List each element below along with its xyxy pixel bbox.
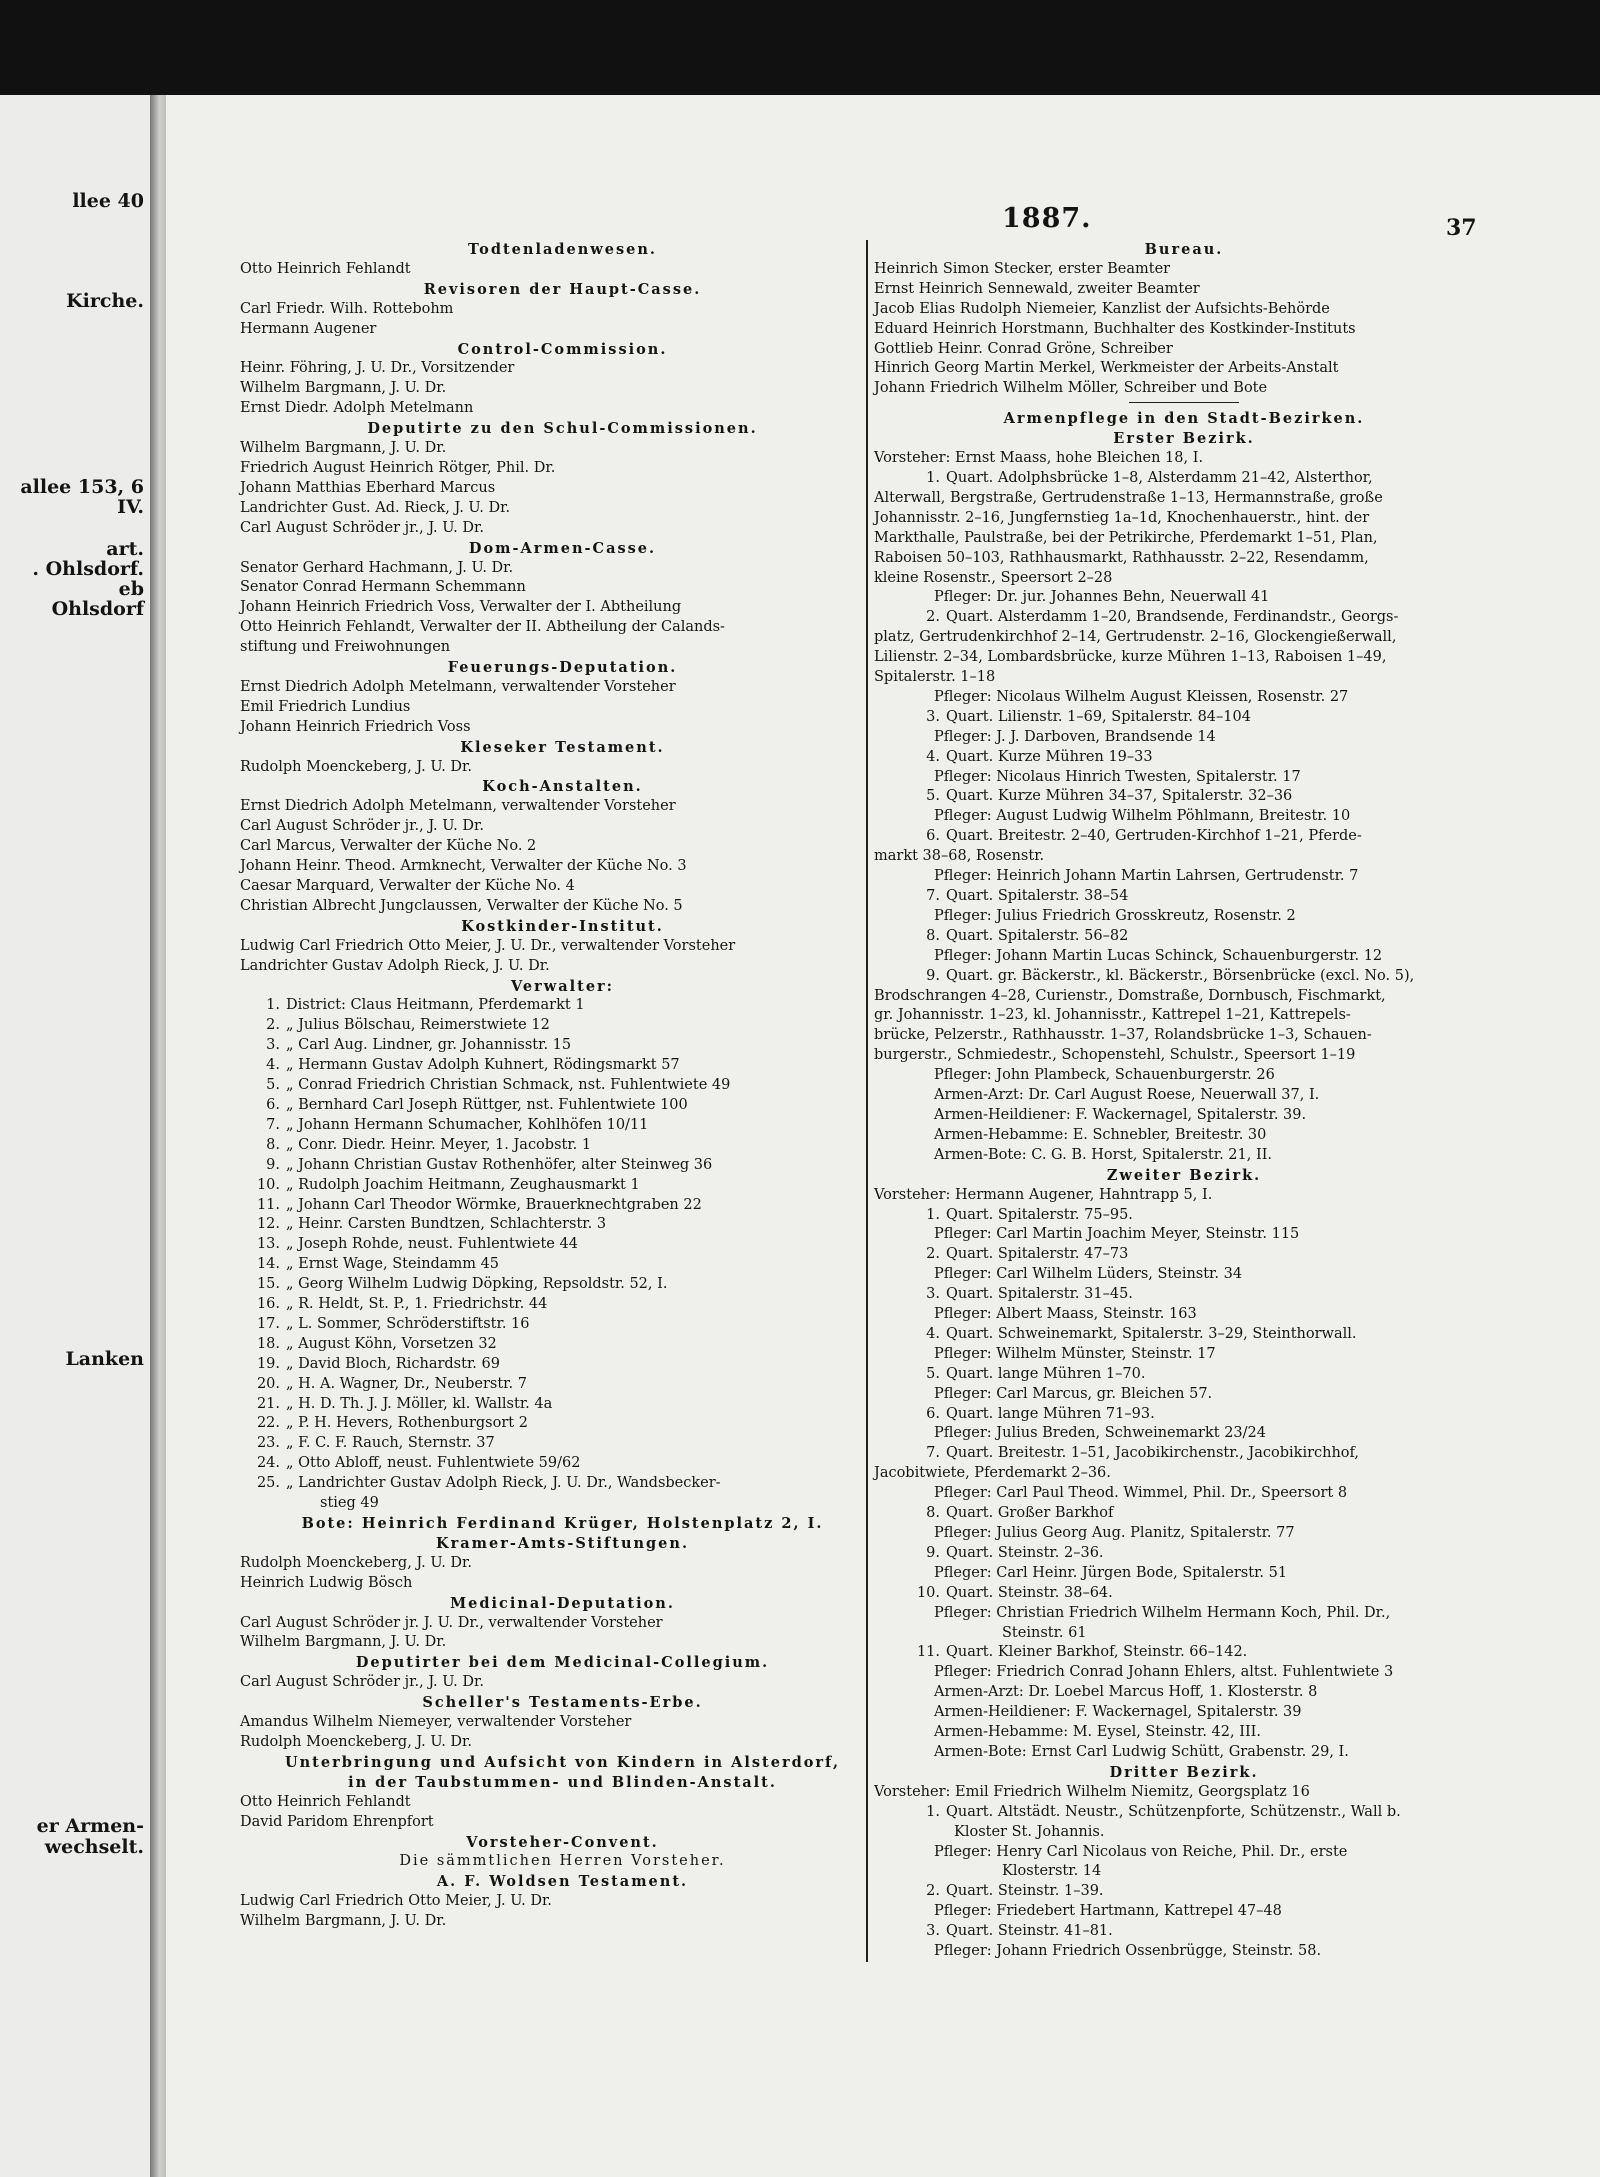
text-line: Gottlieb Heinr. Conrad Gröne, Schreiber	[874, 340, 1173, 357]
list-item-number: 2.	[926, 1246, 940, 1263]
list-item-number: 2.	[926, 609, 940, 626]
list-item-number: 11.	[916, 1644, 940, 1661]
list-item	[240, 1176, 885, 1196]
list-item-number: 1.	[926, 469, 940, 486]
list-item	[874, 708, 1494, 728]
list-item	[874, 1643, 1494, 1663]
list-item-text: „ Joseph Rohde, neust. Fuhlentwiete 44	[286, 1236, 578, 1253]
caretaker-line: Pfleger: Johann Friedrich Ossenbrügge, Steinstr. 58.	[934, 1943, 1322, 1960]
section-heading: Todtenladenwesen.	[468, 241, 657, 258]
text-line: Carl August Schröder jr. J. U. Dr., verwaltender Vorsteher	[240, 1614, 663, 1631]
list-item	[874, 1206, 1494, 1226]
list-item-number: 2.	[266, 1017, 280, 1034]
previous-page-fragment: Lanken	[65, 1348, 144, 1370]
list-item-text: Quart. gr. Bäckerstr., kl. Bäckerstr., Börsenbrücke (excl. No. 5),	[946, 967, 1415, 984]
text-line: Senator Gerhard Hachmann, J. U. Dr.	[240, 559, 514, 576]
list-item-number: 21.	[256, 1395, 280, 1412]
list-item-text: Quart. Steinstr. 1–39.	[946, 1883, 1104, 1900]
previous-page-fragment: Kirche.	[66, 290, 144, 312]
text-line: Friedrich August Heinrich Rötger, Phil. Dr.	[240, 459, 556, 476]
list-item	[874, 787, 1494, 807]
section-note: Die sämmtlichen Herren Vorsteher.	[399, 1853, 726, 1870]
right-column	[866, 240, 1494, 1962]
list-item-number: 19.	[256, 1355, 280, 1372]
text-line: Carl August Schröder jr., J. U. Dr.	[240, 519, 484, 536]
section-rule	[1129, 402, 1239, 403]
caretaker-continuation: Steinstr. 61	[1002, 1624, 1087, 1641]
section-heading: Bureau.	[1144, 241, 1224, 258]
list-item-number: 17.	[256, 1315, 280, 1332]
list-item-number: 5.	[926, 788, 940, 805]
list-item	[874, 1405, 1494, 1425]
list-item-text: „ Conr. Diedr. Heinr. Meyer, 1. Jacobstr. 1	[286, 1136, 592, 1153]
previous-page-fragment: art.	[106, 538, 144, 560]
text-line: Carl Friedr. Wilh. Rottebohm	[240, 300, 454, 317]
text-line: gr. Johannisstr. 1–23, kl. Johannisstr., Kattrepel 1–21, Kattrepels-	[874, 1007, 1351, 1024]
list-item-text: „ Johann Hermann Schumacher, Kohlhöfen 10/11	[286, 1116, 649, 1133]
text-line: brücke, Pelzerstr., Rathhausstr. 1–37, Rolandsbrücke 1–3, Schauen-	[874, 1027, 1372, 1044]
section-heading: Deputirte zu den Schul-Commissionen.	[367, 420, 758, 438]
list-item-number: 7.	[926, 888, 940, 904]
text-line: Rudolph Moenckeberg, J. U. Dr.	[240, 1554, 472, 1571]
list-item-number: 3.	[926, 708, 940, 725]
text-line: Wilhelm Bargmann, J. U. Dr.	[240, 1634, 447, 1651]
list-item	[240, 1096, 885, 1116]
caretaker-line: Armen-Arzt: Dr. Carl August Roese, Neuerwall 37, I.	[934, 1087, 1320, 1104]
list-item	[874, 887, 1494, 907]
list-item-text: Quart. Breitestr. 2–40, Gertruden-Kirchhof 1–21, Pferde-	[946, 828, 1362, 845]
text-line: Ernst Diedrich Adolph Metelmann, verwaltender Vorsteher	[240, 678, 676, 695]
previous-page-edge	[0, 95, 150, 2177]
text-line: Jacob Elias Rudolph Niemeier, Kanzlist der Aufsichts-Behörde	[874, 300, 1330, 317]
caretaker-line: Pfleger: Wilhelm Münster, Steinstr. 17	[934, 1345, 1216, 1362]
list-item	[874, 1285, 1494, 1305]
caretaker-line: Pfleger: Nicolaus Wilhelm August Kleissen, Rosenstr. 27	[934, 688, 1349, 705]
section-heading: Medicinal-Deputation.	[450, 1594, 675, 1612]
section-heading: Kleseker Testament.	[460, 738, 665, 756]
caretaker-continuation: Klosterstr. 14	[1002, 1863, 1102, 1880]
text-line: Rudolph Moenckeberg, J. U. Dr.	[240, 758, 472, 775]
caretaker-line: Armen-Hebamme: M. Eysel, Steinstr. 42, III.	[934, 1724, 1262, 1741]
list-item-number: 25.	[256, 1475, 280, 1492]
list-item-text: Quart. Lilienstr. 1–69, Spitalerstr. 84–104	[946, 708, 1251, 725]
list-item-text: „ Georg Wilhelm Ludwig Döpking, Repsoldstr. 52, I.	[286, 1276, 668, 1293]
section-heading: Dom-Armen-Casse.	[468, 539, 657, 557]
list-item	[874, 469, 1494, 489]
list-item-text: Quart. Alsterdamm 1–20, Brandsende, Ferdinandstr., Georgs-	[946, 609, 1399, 626]
list-item-number: 1.	[926, 1206, 940, 1223]
list-item-number: 2.	[926, 1883, 940, 1900]
text-line: Rudolph Moenckeberg, J. U. Dr.	[240, 1733, 472, 1750]
list-item	[240, 1315, 885, 1335]
caretaker-line: Pfleger: Heinrich Johann Martin Lahrsen, Gertrudenstr. 7	[934, 868, 1359, 885]
caretaker-line: Armen-Bote: Ernst Carl Ludwig Schütt, Grabenstr. 29, I.	[934, 1743, 1349, 1760]
text-line: Lilienstr. 2–34, Lombardsbrücke, kurze Mühren 1–13, Raboisen 1–49,	[874, 649, 1387, 666]
list-item-text: Quart. Steinstr. 38–64.	[946, 1584, 1113, 1601]
caretaker-line: Pfleger: Dr. jur. Johannes Behn, Neuerwall 41	[934, 589, 1270, 606]
list-item	[874, 827, 1494, 847]
list-item-number: 16.	[256, 1296, 280, 1313]
list-item-number: 9.	[926, 967, 940, 984]
section-heading: Kramer-Amts-Stiftungen.	[436, 1534, 689, 1552]
list-item	[240, 1414, 885, 1434]
text-line: Christian Albrecht Jungclaussen, Verwalter der Küche No. 5	[240, 897, 683, 914]
book-page	[166, 95, 1600, 2177]
list-item-text: Quart. Spitalerstr. 31–45.	[946, 1286, 1133, 1303]
text-line: Otto Heinrich Fehlandt	[240, 1793, 411, 1810]
text-line: Heinrich Ludwig Bösch	[240, 1574, 413, 1591]
list-item-text: „ Johann Carl Theodor Wörmke, Brauerknechtgraben 22	[286, 1196, 702, 1213]
list-item	[874, 1922, 1494, 1942]
section-heading: Feuerungs-Deputation.	[447, 659, 678, 677]
section-heading: Armenpflege in den Stadt-Bezirken.	[1003, 410, 1365, 428]
section-heading: Zweiter Bezirk.	[1106, 1166, 1262, 1184]
caretaker-line: Pfleger: Carl Wilhelm Lüders, Steinstr. 34	[934, 1266, 1243, 1283]
list-item	[874, 927, 1494, 947]
text-line: stiftung und Freiwohnungen	[240, 639, 451, 656]
text-line: Johann Friedrich Wilhelm Möller, Schreiber und Bote	[874, 380, 1268, 397]
list-item-number: 4.	[266, 1057, 280, 1074]
list-item-text: Quart. Steinstr. 2–36.	[946, 1544, 1104, 1561]
caretaker-line: Armen-Hebamme: E. Schnebler, Breitestr. 30	[934, 1126, 1267, 1143]
list-item-number: 18.	[256, 1335, 280, 1352]
text-line: Ernst Heinrich Sennewald, zweiter Beamter	[874, 280, 1200, 297]
previous-page-fragment: llee 40	[72, 190, 144, 212]
text-line: Johann Heinr. Theod. Armknecht, Verwalter der Küche No. 3	[240, 858, 687, 875]
previous-page-fragment: er Armen-	[36, 1815, 144, 1837]
previous-page-fragment: IV.	[117, 496, 144, 518]
text-line: Hinrich Georg Martin Merkel, Werkmeister der Arbeits-Anstalt	[874, 360, 1339, 377]
section-heading: Revisoren der Haupt-Casse.	[423, 280, 702, 298]
text-line: Carl August Schröder jr., J. U. Dr.	[240, 818, 484, 835]
list-item-text: Quart. Kurze Mühren 19–33	[946, 748, 1153, 765]
continuation-line: stieg 49	[320, 1495, 379, 1512]
list-item-text: „ L. Sommer, Schröderstiftstr. 16	[286, 1315, 530, 1332]
text-line: Johannisstr. 2–16, Jungfernstieg 1a–1d, Knochenhauerstr., hint. der	[874, 509, 1370, 526]
text-line: Ernst Diedrich Adolph Metelmann, verwaltender Vorsteher	[240, 798, 676, 815]
text-line: Otto Heinrich Fehlandt	[240, 260, 411, 277]
list-item-number: 10.	[916, 1584, 940, 1601]
list-item-text: „ Otto Abloff, neust. Fuhlentwiete 59/62	[286, 1455, 581, 1472]
list-item	[874, 1544, 1494, 1564]
list-item	[874, 748, 1494, 768]
caretaker-line: Pfleger: J. J. Darboven, Brandsende 14	[934, 728, 1216, 745]
list-item-text: „ R. Heldt, St. P., 1. Friedrichstr. 44	[286, 1296, 548, 1313]
section-heading: A. F. Woldsen Testament.	[436, 1873, 689, 1891]
caretaker-line: Pfleger: Friedrich Conrad Johann Ehlers, altst. Fuhlentwiete 3	[934, 1664, 1394, 1681]
text-line: Jacobitwiete, Pferdemarkt 2–36.	[874, 1465, 1111, 1482]
list-item-text: Quart. lange Mühren 71–93.	[946, 1405, 1155, 1422]
list-item-number: 1.	[266, 997, 280, 1014]
list-item-text: Quart. Spitalerstr. 47–73	[946, 1246, 1129, 1263]
list-item-text: „ Hermann Gustav Adolph Kuhnert, Rödingsmarkt 57	[286, 1057, 680, 1074]
list-item-number: 22.	[256, 1415, 280, 1432]
text-line: Vorsteher: Emil Friedrich Wilhelm Niemitz, Georgsplatz 16	[874, 1783, 1310, 1800]
caretaker-line: Armen-Heildiener: F. Wackernagel, Spitalerstr. 39.	[934, 1106, 1307, 1123]
caretaker-line: Armen-Arzt: Dr. Loebel Marcus Hoff, 1. Klosterstr. 8	[934, 1684, 1318, 1701]
section-heading: Unterbringung und Aufsicht von Kindern in Alsterdorf,	[284, 1753, 840, 1771]
list-item	[240, 1375, 885, 1395]
caretaker-line: Pfleger: Julius Friedrich Grosskreutz, Rosenstr. 2	[934, 907, 1296, 924]
text-line: Heinr. Föhring, J. U. Dr., Vorsitzender	[240, 360, 515, 377]
list-item-number: 1.	[926, 1803, 940, 1820]
list-item-text: „ Rudolph Joachim Heitmann, Zeughausmarkt 1	[286, 1176, 640, 1193]
list-item	[874, 1365, 1494, 1385]
section-heading: Dritter Bezirk.	[1109, 1763, 1259, 1781]
caretaker-line: Pfleger: Friedebert Hartmann, Kattrepel 47–48	[934, 1903, 1282, 1920]
list-item-text: Quart. Spitalerstr. 75–95.	[946, 1206, 1133, 1223]
page-year: 1887.	[1002, 203, 1092, 234]
list-item-text: Quart. Altstädt. Neustr., Schützenpforte, Schützenstr., Wall b.	[946, 1803, 1401, 1820]
previous-page-fragment: eb	[118, 578, 144, 600]
list-item	[240, 1196, 885, 1216]
list-item-text: „ Landrichter Gustav Adolph Rieck, J. U. Dr., Wandsbecker-	[286, 1475, 721, 1492]
list-item-text: Quart. Breitestr. 1–51, Jacobikirchenstr., Jacobikirchhof,	[946, 1445, 1359, 1462]
text-line: Vorsteher: Ernst Maass, hohe Bleichen 18, I.	[874, 450, 1204, 467]
list-item-text: „ H. A. Wagner, Dr., Neuberstr. 7	[286, 1375, 527, 1392]
list-item-number: 11.	[256, 1196, 280, 1213]
list-item-text: „ Julius Bölschau, Reimerstwiete 12	[286, 1017, 550, 1034]
list-item-text: Quart. lange Mühren 1–70.	[946, 1365, 1146, 1382]
text-line: Ludwig Carl Friedrich Otto Meier, J. U. Dr., verwaltender Vorsteher	[240, 937, 736, 954]
list-item-text: „ David Bloch, Richardstr. 69	[286, 1355, 500, 1372]
list-item-text: „ Carl Aug. Lindner, gr. Johannisstr. 15	[286, 1037, 572, 1054]
list-item-number: 8.	[926, 1505, 940, 1522]
list-item-text: „ F. C. F. Rauch, Sternstr. 37	[286, 1435, 495, 1452]
continuation-line: Kloster St. Johannis.	[954, 1823, 1105, 1840]
text-line: platz, Gertrudenkirchhof 2–14, Gertrudenstr. 2–16, Glockengießerwall,	[874, 629, 1397, 646]
section-heading: Koch-Anstalten.	[482, 778, 643, 796]
list-item	[240, 1275, 885, 1295]
section-heading: Kostkinder-Institut.	[461, 917, 664, 935]
text-line: Wilhelm Bargmann, J. U. Dr.	[240, 380, 447, 397]
list-item-text: Quart. Kurze Mühren 34–37, Spitalerstr. 32–36	[946, 788, 1293, 805]
list-item-number: 3.	[266, 1037, 280, 1054]
caretaker-line: Pfleger: Julius Breden, Schweinemarkt 23/24	[934, 1425, 1266, 1442]
list-item-text: „ Bernhard Carl Joseph Rüttger, nst. Fuhlentwiete 100	[286, 1096, 688, 1113]
text-line: Caesar Marquard, Verwalter der Küche No. 4	[240, 878, 575, 894]
list-item	[240, 1255, 885, 1275]
caretaker-line: Armen-Bote: C. G. B. Horst, Spitalerstr. 21, II.	[934, 1146, 1273, 1163]
list-item	[240, 1156, 885, 1176]
text-line: Johann Matthias Eberhard Marcus	[240, 479, 496, 496]
list-item-number: 5.	[266, 1077, 280, 1094]
list-item-text: Quart. Großer Barkhof	[946, 1505, 1114, 1522]
list-item-number: 8.	[266, 1136, 280, 1153]
list-item-number: 10.	[256, 1176, 280, 1193]
list-item	[240, 1454, 885, 1474]
list-item-text: District: Claus Heitmann, Pferdemarkt 1	[286, 997, 585, 1014]
text-line: kleine Rosenstr., Speersort 2–28	[874, 569, 1113, 586]
caretaker-line: Armen-Heildiener: F. Wackernagel, Spitalerstr. 39	[934, 1704, 1302, 1721]
list-item	[240, 1295, 885, 1315]
section-heading: Scheller's Testaments-Erbe.	[422, 1694, 703, 1712]
list-item-number: 9.	[926, 1544, 940, 1561]
section-heading: in der Taubstummen- und Blinden-Anstalt.	[348, 1773, 777, 1791]
list-item-text: Quart. Schweinemarkt, Spitalerstr. 3–29, Steinthorwall.	[946, 1325, 1357, 1342]
text-line: Carl Marcus, Verwalter der Küche No. 2	[240, 838, 537, 855]
previous-page-fragment: Ohlsdorf	[51, 598, 144, 620]
list-item-text: „ Ernst Wage, Steindamm 45	[286, 1256, 500, 1273]
list-item	[240, 996, 885, 1016]
text-line: Brodschrangen 4–28, Curienstr., Domstraße, Dornbusch, Fischmarkt,	[874, 987, 1386, 1004]
section-heading: Control-Commission.	[457, 340, 668, 358]
left-column	[240, 240, 885, 1932]
list-item-number: 24.	[256, 1455, 280, 1472]
page-number: 37	[1446, 215, 1477, 241]
list-item-text: Quart. Spitalerstr. 56–82	[946, 927, 1129, 944]
list-item-number: 3.	[926, 1923, 940, 1940]
section-heading: Erster Bezirk.	[1113, 430, 1255, 448]
list-item	[240, 1355, 885, 1375]
list-item-number: 6.	[266, 1096, 280, 1113]
list-item	[240, 1434, 885, 1454]
list-item	[240, 1016, 885, 1036]
text-line: Johann Heinrich Friedrich Voss	[240, 718, 471, 735]
list-item-number: 6.	[926, 828, 940, 845]
text-line: Vorsteher: Hermann Augener, Hahntrapp 5, I.	[874, 1186, 1213, 1203]
list-item-text: Quart. Adolphsbrücke 1–8, Alsterdamm 21–42, Alsterthor,	[946, 469, 1373, 486]
caretaker-line: Pfleger: Johann Martin Lucas Schinck, Schauenburgerstr. 12	[934, 947, 1383, 964]
text-line: markt 38–68, Rosenstr.	[874, 848, 1045, 865]
list-item-number: 8.	[926, 927, 940, 944]
list-item	[874, 1245, 1494, 1265]
text-line: Raboisen 50–103, Rathhausmarkt, Rathhausstr. 2–22, Resendamm,	[874, 549, 1369, 566]
list-item	[874, 608, 1494, 628]
list-item-text: „ August Köhn, Vorsetzen 32	[286, 1335, 497, 1352]
text-line: Wilhelm Bargmann, J. U. Dr.	[240, 440, 447, 457]
list-item-number: 6.	[926, 1405, 940, 1422]
section-heading: Vorsteher-Convent.	[466, 1833, 659, 1851]
caretaker-line: Pfleger: Henry Carl Nicolaus von Reiche, Phil. Dr., erste	[934, 1843, 1348, 1860]
caretaker-line: Pfleger: Nicolaus Hinrich Twesten, Spitalerstr. 17	[934, 768, 1301, 785]
list-item	[240, 1335, 885, 1355]
list-item-number: 5.	[926, 1365, 940, 1382]
previous-page-fragment: wechselt.	[44, 1836, 144, 1858]
list-item-text: „ Johann Christian Gustav Rothenhöfer, alter Steinweg 36	[286, 1156, 713, 1173]
text-line: burgerstr., Schmiedestr., Schopenstehl, Schulstr., Speersort 1–19	[874, 1047, 1356, 1064]
list-item-number: 15.	[256, 1276, 280, 1293]
text-line: Ludwig Carl Friedrich Otto Meier, J. U. Dr.	[240, 1893, 552, 1910]
caretaker-line: Pfleger: Carl Martin Joachim Meyer, Steinstr. 115	[934, 1226, 1300, 1243]
list-item-number: 3.	[926, 1286, 940, 1303]
text-line: Heinrich Simon Stecker, erster Beamter	[874, 260, 1171, 277]
list-item	[874, 1325, 1494, 1345]
book-gutter	[150, 95, 166, 2177]
list-item-number: 9.	[266, 1156, 280, 1173]
list-item-number: 20.	[256, 1375, 280, 1392]
caretaker-line: Pfleger: Carl Paul Theod. Wimmel, Phil. Dr., Speersort 8	[934, 1485, 1348, 1502]
section-heading: Deputirter bei dem Medicinal-Collegium.	[355, 1654, 770, 1672]
text-line: Ernst Diedr. Adolph Metelmann	[240, 400, 474, 417]
text-line: Landrichter Gustav Adolph Rieck, J. U. Dr.	[240, 957, 550, 974]
list-item-text: „ P. H. Hevers, Rothenburgsort 2	[286, 1415, 528, 1432]
messenger-line: Bote: Heinrich Ferdinand Krüger, Holstenplatz 2, I.	[301, 1515, 824, 1532]
list-item	[874, 1444, 1494, 1464]
caretaker-line: Pfleger: August Ludwig Wilhelm Pöhlmann, Breitestr. 10	[934, 808, 1351, 825]
caretaker-line: Pfleger: Christian Friedrich Wilhelm Hermann Koch, Phil. Dr.,	[934, 1604, 1391, 1621]
list-item-number: 13.	[256, 1236, 280, 1253]
text-line: Wilhelm Bargmann, J. U. Dr.	[240, 1913, 447, 1930]
list-item	[240, 1235, 885, 1255]
list-item	[240, 1136, 885, 1156]
list-item	[240, 1215, 885, 1235]
list-item-number: 14.	[256, 1256, 280, 1273]
text-line: Otto Heinrich Fehlandt, Verwalter der II. Abtheilung der Calands-	[240, 619, 725, 636]
text-line: Johann Heinrich Friedrich Voss, Verwalter der I. Abtheilung	[240, 599, 682, 616]
previous-page-fragment: . Ohlsdorf.	[32, 558, 144, 580]
list-item-number: 23.	[256, 1435, 280, 1452]
list-item	[240, 1076, 885, 1096]
list-item-text: „ Heinr. Carsten Bundtzen, Schlachterstr. 3	[286, 1216, 607, 1233]
list-item	[240, 1036, 885, 1056]
list-item-text: Quart. Kleiner Barkhof, Steinstr. 66–142.	[946, 1644, 1248, 1661]
list-item	[240, 1116, 885, 1136]
list-item-text: „ Conrad Friedrich Christian Schmack, nst. Fuhlentwiete 49	[286, 1077, 731, 1094]
text-line: Senator Conrad Hermann Schemmann	[240, 579, 526, 596]
list-item-text: Quart. Spitalerstr. 38–54	[946, 888, 1129, 904]
list-item-number: 4.	[926, 1325, 940, 1342]
text-line: Eduard Heinrich Horstmann, Buchhalter des Kostkinder-Instituts	[874, 320, 1356, 337]
list-item	[874, 967, 1494, 987]
text-line: Alterwall, Bergstraße, Gertrudenstraße 1–13, Hermannstraße, große	[874, 489, 1383, 506]
text-line: Carl August Schröder jr., J. U. Dr.	[240, 1674, 484, 1691]
caretaker-line: Pfleger: John Plambeck, Schauenburgerstr. 26	[934, 1067, 1275, 1084]
list-item	[874, 1803, 1494, 1823]
section-heading: Verwalter:	[510, 977, 615, 995]
list-item-number: 4.	[926, 748, 940, 765]
list-item	[874, 1882, 1494, 1902]
list-item-number: 7.	[926, 1445, 940, 1462]
text-line: Markthalle, Paulstraße, bei der Petrikirche, Pferdemarkt 1–51, Plan,	[874, 529, 1378, 546]
caretaker-line: Pfleger: Julius Georg Aug. Planitz, Spitalerstr. 77	[934, 1525, 1295, 1541]
caretaker-line: Pfleger: Carl Heinr. Jürgen Bode, Spitalerstr. 51	[934, 1564, 1288, 1581]
text-line: David Paridom Ehrenpfort	[240, 1813, 434, 1830]
caretaker-line: Pfleger: Albert Maass, Steinstr. 163	[934, 1306, 1197, 1323]
list-item-text: „ H. D. Th. J. J. Möller, kl. Wallstr. 4a	[286, 1395, 553, 1412]
list-item	[874, 1584, 1494, 1604]
text-line: Hermann Augener	[240, 320, 377, 337]
list-item-number: 12.	[256, 1216, 280, 1233]
list-item	[240, 1474, 885, 1494]
list-item-text: Quart. Steinstr. 41–81.	[946, 1923, 1113, 1940]
text-line: Emil Friedrich Lundius	[240, 698, 411, 715]
list-item	[240, 1395, 885, 1415]
text-line: Spitalerstr. 1–18	[874, 669, 996, 686]
caretaker-line: Pfleger: Carl Marcus, gr. Bleichen 57.	[934, 1385, 1213, 1402]
previous-page-fragment: allee 153, 6	[20, 476, 144, 498]
list-item	[874, 1504, 1494, 1524]
list-item	[240, 1056, 885, 1076]
text-line: Landrichter Gust. Ad. Rieck, J. U. Dr.	[240, 499, 511, 516]
list-item-number: 7.	[266, 1116, 280, 1133]
text-line: Amandus Wilhelm Niemeyer, verwaltender Vorsteher	[240, 1714, 632, 1731]
